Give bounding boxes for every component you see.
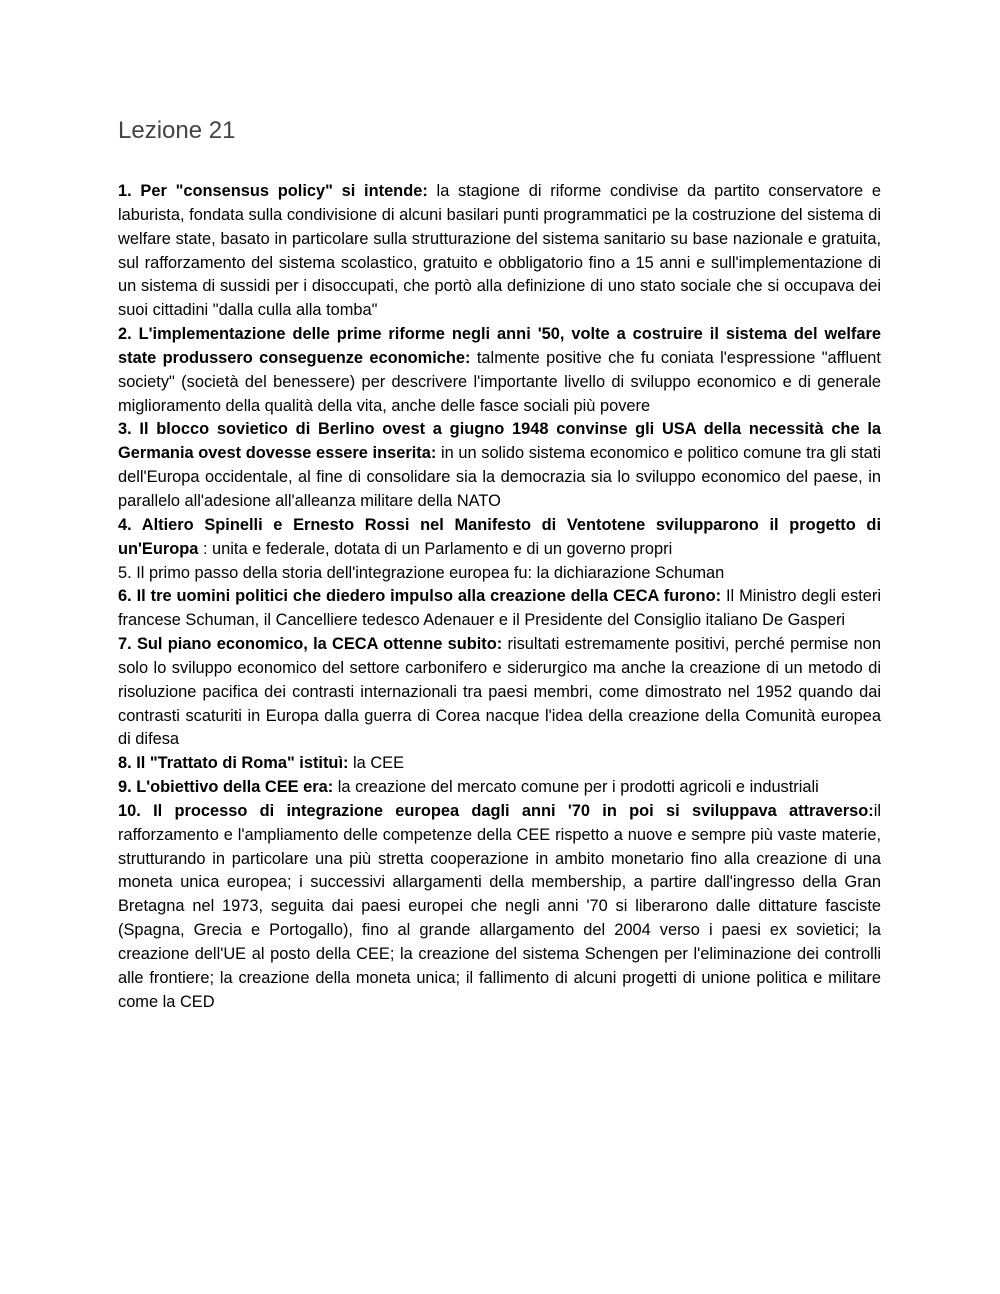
question-text: 9. L'obiettivo della CEE era:: [118, 778, 334, 797]
answer-text: talmente positive che fu coniata l'espressione "affluent society" (società del benessere) per descrivere l'importante livello di sviluppo economico e di generale miglioramento della qualità della vita, anche delle fasce sociali più povere: [118, 348, 881, 415]
qa-item-6: [118, 585, 881, 633]
answer-text: in un solido sistema economico e politico comune tra gli stati dell'Europa occidentale, al fine di consolidare sia la democrazia sia lo sviluppo economico del paese, in parallelo all'adesione all'alleanza militare della NATO: [118, 444, 881, 510]
question-list: [118, 180, 881, 1015]
answer-text: il rafforzamento e l'ampliamento delle competenze della CEE rispetto a nuove e sempre più vaste materie, strutturando in particolare una più stretta cooperazione in ambito monetario fino alla creazione di una moneta unica europea; i successivi allargamenti della membership, a partire dall'ingresso della Gran Bretagna nel 1973, seguita dai paesi europei che negli anni '70 si liberarono dalle dittature fasciste (Spagna, Grecia e Portogallo), fino al grande allargamento del 2004 verso i paesi ex sovietici; la creazione dell'UE al posto della CEE; la creazione del sistema Schengen per l'eliminazione dei controlli alle frontiere; la creazione della moneta unica; il fallimento di alcuni progetti di unione politica e militare come la CED: [118, 801, 881, 1011]
answer-text: la CEE: [348, 754, 405, 773]
question-text: 4. Altiero Spinelli e Ernesto Rossi nel Manifesto di Ventotene svilupparono il progetto di un'Europa: [118, 515, 881, 558]
page-title: Lezione 21: [118, 117, 236, 144]
question-text: 10. Il processo di integrazione europea dagli anni '70 in poi si sviluppava attraverso:: [118, 801, 874, 820]
question-text: 2. L'implementazione delle prime riforme negli anni '50, volte a costruire il sistema del welfare state produssero conseguenze economiche:: [118, 325, 881, 367]
question-text: 6. Il tre uomini politici che diedero impulso alla creazione della CECA furono:: [118, 587, 722, 606]
qa-item-2: [118, 323, 881, 418]
qa-item-7: [118, 633, 881, 752]
qa-item-9: [118, 776, 881, 800]
answer-text: risultati estremamente positivi, perché permise non solo lo sviluppo economico del settore carbonifero e siderurgico ma anche la creazione di un metodo di risoluzione pacifica dei contrasti internazionali tra paesi membri, come dimostrato nel 1952 quando dai contrasti scaturiti in Europa dalla guerra di Corea nacque l'idea della creazione della Comunità europea di difesa: [118, 635, 882, 749]
answer-text: 5. Il primo passo della storia dell'integrazione europea fu: la dichiarazione Schuman: [118, 563, 725, 582]
qa-item-1: [118, 180, 881, 323]
qa-item-3: [118, 418, 881, 513]
question-text: 7. Sul piano economico, la CECA ottenne subito:: [118, 635, 503, 654]
qa-item-5: [118, 562, 881, 586]
answer-text: Il Ministro degli esteri francese Schuman, il Cancelliere tedesco Adenauer e il Presidente del Consiglio italiano De Gasperi: [118, 587, 882, 630]
answer-text: la stagione di riforme condivise da partito conservatore e laburista, fondata sulla condivisione di alcuni basilari punti programmatici pe la costruzione del sistema di welfare state, basato in particolare sulla strutturazione del sistema sanitario su base nazionale e gratuita, sul rafforzamento del sistema scolastico, gratuito e obbligatorio fino a 15 anni e sull'implementazione di un sistema di sussidi per i disoccupati, che portò alla definizione di uno stato sociale che si occupava dei suoi cittadini "dalla culla alla tomba": [118, 182, 882, 320]
question-text: 1. Per "consensus policy" si intende:: [118, 182, 428, 200]
answer-text: la creazione del mercato comune per i prodotti agricoli e industriali: [333, 778, 819, 797]
qa-item-8: [118, 752, 881, 776]
question-text: 8. Il "Trattato di Roma" istituì:: [118, 754, 349, 773]
answer-text: : unita e federale, dotata di un Parlamento e di un governo propri: [198, 539, 673, 558]
qa-item-10: [118, 800, 881, 1015]
qa-item-4: [118, 514, 881, 562]
question-text: 3. Il blocco sovietico di Berlino ovest a giugno 1948 convinse gli USA della necessità che la Germania ovest dovesse essere inserita:: [118, 420, 881, 463]
